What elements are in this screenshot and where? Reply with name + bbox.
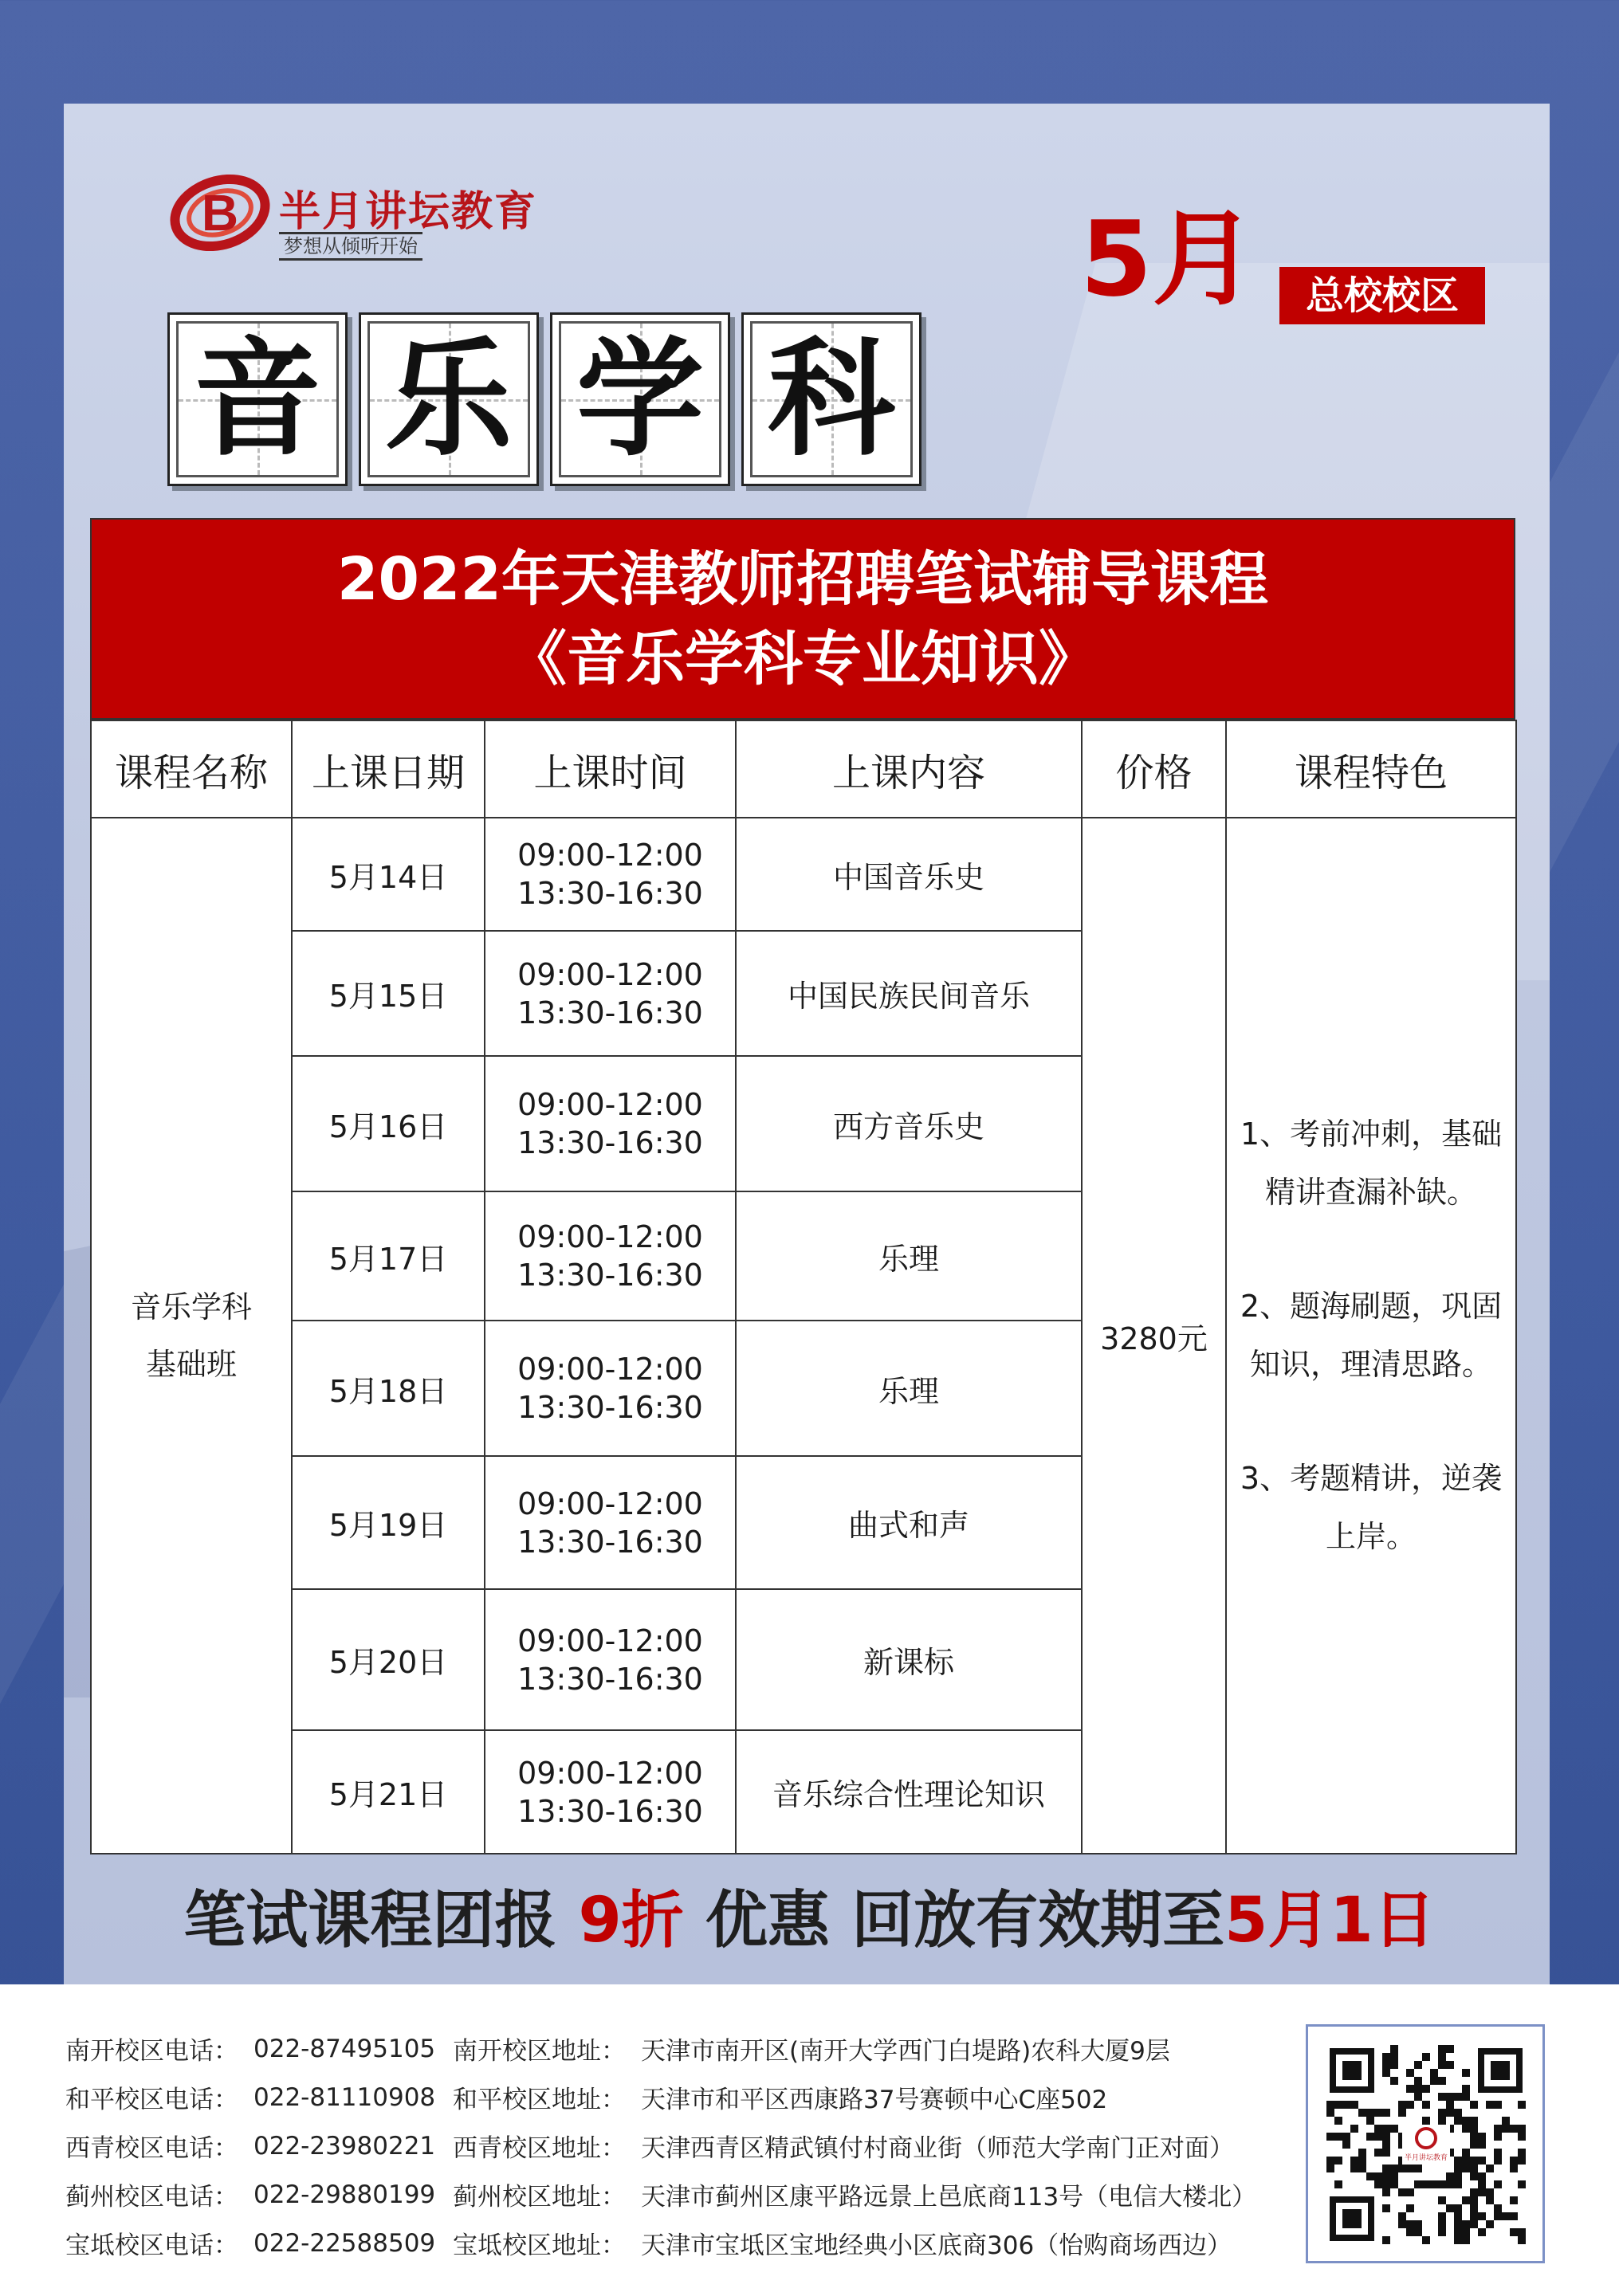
qr-module	[1350, 2101, 1358, 2109]
phone-number: 022-23980221	[253, 2131, 436, 2161]
qr-module	[1406, 2085, 1414, 2093]
qr-module	[1446, 2204, 1454, 2212]
qr-module	[1414, 2165, 1422, 2172]
qr-module	[1462, 2085, 1470, 2093]
qr-module	[1518, 2236, 1526, 2244]
morning-time: 09:00-12:00	[517, 956, 703, 992]
qr-module	[1478, 2133, 1486, 2141]
logo-letter: B	[201, 184, 239, 241]
phone-number: 022-29880199	[253, 2180, 436, 2209]
qr-module	[1382, 2061, 1390, 2069]
qr-module	[1510, 2196, 1518, 2204]
qr-module	[1502, 2212, 1510, 2220]
qr-module	[1478, 2228, 1486, 2236]
contact-row	[65, 2024, 1256, 2073]
qr-module	[1478, 2188, 1486, 2196]
date-cell: 5月19日	[292, 1456, 485, 1589]
qr-module	[1382, 2125, 1390, 2133]
qr-module	[1390, 2045, 1398, 2053]
qr-module	[1398, 2220, 1406, 2228]
qr-module	[1510, 2157, 1518, 2165]
qr-module	[1390, 2125, 1398, 2133]
features-cell	[1226, 818, 1516, 1854]
qr-module	[1366, 2172, 1374, 2180]
qr-module	[1350, 2165, 1358, 2172]
qr-module	[1326, 2133, 1334, 2141]
qr-module	[1438, 2220, 1446, 2228]
table-row	[91, 818, 1516, 931]
qr-module	[1390, 2077, 1398, 2085]
qr-module	[1438, 2212, 1446, 2220]
qr-module	[1502, 2117, 1510, 2125]
qr-module	[1462, 2069, 1470, 2077]
subject-char-box	[550, 312, 730, 486]
morning-time: 09:00-12:00	[517, 1755, 703, 1791]
time-cell	[485, 1589, 736, 1730]
header-price: 价格	[1082, 720, 1226, 818]
qr-module	[1446, 2045, 1454, 2053]
qr-module	[1462, 2125, 1470, 2133]
qr-module	[1494, 2101, 1502, 2109]
qr-module	[1446, 2180, 1454, 2188]
time-cell	[485, 1056, 736, 1191]
qr-module	[1398, 2101, 1406, 2109]
qr-module	[1382, 2236, 1390, 2244]
afternoon-time: 13:30-16:30	[517, 1258, 703, 1293]
qr-module	[1470, 2212, 1478, 2220]
qr-module	[1462, 2165, 1470, 2172]
qr-module	[1438, 2045, 1446, 2053]
time-cell	[485, 1191, 736, 1321]
brand-slogan: 梦想从倾听开始	[279, 232, 422, 261]
phone-label: 和平校区电话：	[65, 2086, 238, 2114]
qr-module	[1334, 2180, 1342, 2188]
qr-module	[1342, 2141, 1350, 2149]
qr-module	[1414, 2085, 1422, 2093]
qr-module	[1430, 2180, 1438, 2188]
subject-char: 音	[193, 324, 321, 473]
qr-module	[1374, 2180, 1382, 2188]
qr-module	[1342, 2133, 1350, 2141]
phone-label: 南开校区电话：	[65, 2037, 238, 2066]
feature-item: 2、题海刷题，巩固知识，理清思路。	[1240, 1289, 1503, 1382]
qr-module	[1438, 2109, 1446, 2117]
qr-module	[1334, 2157, 1342, 2165]
subject-char-box	[359, 312, 539, 486]
qr-module	[1382, 2180, 1390, 2188]
qr-module	[1494, 2157, 1502, 2165]
qr-module	[1326, 2109, 1334, 2117]
qr-module	[1342, 2101, 1350, 2109]
qr-module	[1422, 2180, 1430, 2188]
course-subtitle: 《音乐学科专业知识》	[508, 625, 1098, 693]
date-cell: 5月15日	[292, 931, 485, 1056]
afternoon-time: 13:30-16:30	[517, 1125, 703, 1160]
content-cell: 曲式和声	[736, 1456, 1082, 1589]
header-content: 上课内容	[736, 720, 1082, 818]
qr-module	[1462, 2196, 1470, 2204]
qr-module	[1438, 2077, 1446, 2085]
contact-row	[65, 2121, 1256, 2170]
qr-module	[1454, 2172, 1462, 2180]
contact-row	[65, 2170, 1256, 2219]
address-label: 和平校区地址：	[453, 2086, 626, 2114]
qr-module	[1446, 2093, 1454, 2101]
qr-module	[1414, 2093, 1422, 2101]
header-time: 上课时间	[485, 720, 736, 818]
address-text: 天津市宝坻区宝地经典小区底商306（怡购商场西边）	[641, 2231, 1232, 2260]
qr-module	[1454, 2212, 1462, 2220]
qr-module	[1486, 2101, 1494, 2109]
qr-module	[1422, 2101, 1430, 2109]
qr-module	[1374, 2109, 1382, 2117]
qr-module	[1470, 2165, 1478, 2172]
qr-module	[1406, 2069, 1414, 2077]
qr-center-label: 半月讲坛教育	[1404, 2154, 1448, 2162]
qr-module	[1454, 2228, 1462, 2236]
campus-badge: 总校校区	[1279, 267, 1485, 324]
contact-row	[65, 2073, 1256, 2121]
qr-module	[1486, 2165, 1494, 2172]
qr-module	[1374, 2172, 1382, 2180]
qr-module	[1470, 2101, 1478, 2109]
qr-module	[1446, 2101, 1454, 2109]
qr-module	[1462, 2157, 1470, 2165]
address-label: 蓟州校区地址：	[453, 2183, 626, 2212]
qr-module	[1398, 2188, 1406, 2196]
phone-number: 022-87495105	[253, 2034, 436, 2063]
qr-module	[1478, 2180, 1486, 2188]
time-cell	[485, 1321, 736, 1456]
qr-module	[1366, 2133, 1374, 2141]
time-cell	[485, 1456, 736, 1589]
qr-module	[1470, 2157, 1478, 2165]
qr-module	[1494, 2180, 1502, 2188]
qr-module	[1422, 2085, 1430, 2093]
subject-char-box	[741, 312, 921, 486]
qr-module	[1358, 2149, 1366, 2157]
qr-module	[1430, 2069, 1438, 2077]
qr-module	[1326, 2101, 1334, 2109]
qr-module	[1390, 2180, 1398, 2188]
phone-number: 022-22588509	[253, 2228, 436, 2258]
brand-name: 半月讲坛教育	[279, 188, 538, 236]
phone-label: 宝坻校区电话：	[65, 2231, 238, 2260]
qr-module	[1494, 2125, 1502, 2133]
qr-module	[1382, 2165, 1390, 2172]
header-course-name: 课程名称	[91, 720, 292, 818]
morning-time: 09:00-12:00	[517, 1219, 703, 1254]
qr-module	[1382, 2149, 1390, 2157]
contact-row	[65, 2219, 1256, 2267]
qr-module	[1422, 2236, 1430, 2244]
qr-module	[1390, 2061, 1398, 2069]
promo-text: 笔试课程团报	[183, 1885, 579, 1957]
afternoon-time: 13:30-16:30	[517, 1524, 703, 1560]
subject-title	[167, 312, 921, 488]
header-date: 上课日期	[292, 720, 485, 818]
qr-module	[1454, 2165, 1462, 2172]
qr-module	[1390, 2053, 1398, 2061]
qr-module	[1438, 2093, 1446, 2101]
content-cell: 乐理	[736, 1321, 1082, 1456]
qr-module	[1382, 2204, 1390, 2212]
qr-module	[1366, 2117, 1374, 2125]
address-text: 天津市南开区(南开大学西门白堤路)农科大厦9层	[641, 2037, 1170, 2066]
qr-module	[1470, 2125, 1478, 2133]
qr-module	[1414, 2061, 1422, 2069]
logo-swirl-icon	[167, 163, 271, 263]
qr-module	[1414, 2180, 1422, 2188]
qr-module	[1462, 2236, 1470, 2244]
qr-module	[1438, 2180, 1446, 2188]
qr-module	[1470, 2117, 1478, 2125]
qr-module	[1382, 2133, 1390, 2141]
qr-module	[1494, 2133, 1502, 2141]
qr-module	[1462, 2093, 1470, 2101]
qr-module	[1358, 2109, 1366, 2117]
qr-module	[1470, 2204, 1478, 2212]
qr-module	[1358, 2157, 1366, 2165]
qr-module	[1518, 2125, 1526, 2133]
qr-module	[1518, 2101, 1526, 2109]
feature-item: 3、考题精讲，逆袭上岸。	[1240, 1461, 1503, 1554]
qr-module	[1478, 2172, 1486, 2180]
qr-module	[1510, 2228, 1518, 2236]
qr-module	[1414, 2220, 1422, 2228]
month-label: 5月	[1080, 198, 1256, 320]
qr-module	[1494, 2212, 1502, 2220]
morning-time: 09:00-12:00	[517, 1486, 703, 1521]
phone-label: 蓟州校区电话：	[65, 2183, 238, 2212]
qr-module	[1494, 2149, 1502, 2157]
feature-item: 1、考前冲刺，基础精讲查漏补缺。	[1240, 1117, 1503, 1210]
qr-code-icon	[1326, 2045, 1526, 2244]
afternoon-time: 13:30-16:30	[517, 1661, 703, 1697]
qr-module	[1358, 2165, 1366, 2172]
address-text: 天津市和平区西康路37号赛顿中心C座502	[641, 2086, 1108, 2114]
subject-char: 科	[767, 324, 895, 473]
course-title: 2022年天津教师招聘笔试辅导课程	[337, 545, 1268, 614]
phone-label: 西青校区电话：	[65, 2134, 238, 2163]
promo-discount: 9折	[578, 1885, 684, 1957]
qr-module	[1470, 2172, 1478, 2180]
course-name-line: 基础班	[145, 1347, 237, 1382]
qr-module	[1406, 2204, 1414, 2212]
qr-module	[1518, 2228, 1526, 2236]
qr-module	[1406, 2188, 1414, 2196]
qr-module	[1446, 2109, 1454, 2117]
morning-time: 09:00-12:00	[517, 1087, 703, 1122]
qr-module	[1430, 2077, 1438, 2085]
qr-module	[1470, 2133, 1478, 2141]
contact-list	[65, 2024, 1256, 2267]
qr-module	[1438, 2053, 1446, 2061]
qr-module	[1462, 2220, 1470, 2228]
qr-module	[1510, 2212, 1518, 2220]
qr-module	[1454, 2220, 1462, 2228]
promo-deadline: 5月1日	[1224, 1885, 1436, 1957]
qr-module	[1374, 2133, 1382, 2141]
qr-module	[1382, 2141, 1390, 2149]
address-label: 西青校区地址：	[453, 2134, 626, 2163]
qr-module	[1406, 2165, 1414, 2172]
subject-char-box	[167, 312, 348, 486]
date-cell: 5月17日	[292, 1191, 485, 1321]
qr-module	[1414, 2228, 1422, 2236]
morning-time: 09:00-12:00	[517, 1352, 703, 1387]
time-cell	[485, 931, 736, 1056]
qr-module	[1334, 2101, 1342, 2109]
qr-module	[1326, 2165, 1334, 2172]
qr-module	[1462, 2117, 1470, 2125]
qr-module	[1382, 2109, 1390, 2117]
qr-module	[1390, 2165, 1398, 2172]
qr-module	[1398, 2109, 1406, 2117]
qr-module	[1382, 2172, 1390, 2180]
subject-char: 学	[576, 324, 704, 473]
qr-module	[1518, 2133, 1526, 2141]
qr-module	[1486, 2220, 1494, 2228]
qr-module	[1406, 2228, 1414, 2236]
date-cell: 5月21日	[292, 1730, 485, 1854]
content-cell: 新课标	[736, 1589, 1082, 1730]
qr-module	[1454, 2236, 1462, 2244]
qr-module	[1518, 2149, 1526, 2157]
qr-module	[1334, 2117, 1342, 2125]
qr-module	[1454, 2157, 1462, 2165]
course-title-banner	[90, 518, 1515, 720]
afternoon-time: 13:30-16:30	[517, 1390, 703, 1425]
qr-module	[1478, 2141, 1486, 2149]
qr-module	[1382, 2053, 1390, 2061]
phone-number: 022-81110908	[253, 2082, 436, 2112]
qr-module	[1454, 2204, 1462, 2212]
qr-module	[1462, 2149, 1470, 2157]
qr-module	[1438, 2196, 1446, 2204]
date-cell: 5月20日	[292, 1589, 485, 1730]
qr-module	[1470, 2141, 1478, 2149]
price-cell: 3280元	[1082, 818, 1226, 1854]
content-cell: 音乐综合性理论知识	[736, 1730, 1082, 1854]
morning-time: 09:00-12:00	[517, 1623, 703, 1658]
contact-footer	[0, 1984, 1619, 2296]
qr-module	[1382, 2188, 1390, 2196]
qr-module	[1470, 2188, 1478, 2196]
time-cell	[485, 1730, 736, 1854]
subject-char: 乐	[384, 324, 513, 473]
qr-module	[1374, 2149, 1382, 2157]
promo-text: 优惠 回放有效期至	[683, 1885, 1225, 1957]
course-name-line: 音乐学科	[130, 1289, 252, 1325]
qr-code-frame	[1306, 2024, 1545, 2263]
qr-module	[1486, 2196, 1494, 2204]
qr-module	[1406, 2101, 1414, 2109]
qr-module	[1350, 2125, 1358, 2133]
qr-module	[1454, 2180, 1462, 2188]
content-cell: 中国民族民间音乐	[736, 931, 1082, 1056]
qr-module	[1326, 2157, 1334, 2165]
qr-module	[1398, 2212, 1406, 2220]
qr-module	[1438, 2061, 1446, 2069]
header-features: 课程特色	[1226, 720, 1516, 818]
qr-module	[1478, 2212, 1486, 2220]
qr-module	[1510, 2125, 1518, 2133]
qr-module	[1366, 2109, 1374, 2117]
address-label: 宝坻校区地址：	[453, 2231, 626, 2260]
time-cell	[485, 818, 736, 931]
qr-module	[1502, 2125, 1510, 2133]
qr-module	[1438, 2228, 1446, 2236]
qr-module	[1422, 2053, 1430, 2061]
date-cell: 5月14日	[292, 818, 485, 931]
qr-module	[1422, 2117, 1430, 2125]
date-cell: 5月16日	[292, 1056, 485, 1191]
qr-module	[1494, 2204, 1502, 2212]
content-cell: 西方音乐史	[736, 1056, 1082, 1191]
qr-module	[1470, 2196, 1478, 2204]
address-label: 南开校区地址：	[453, 2037, 626, 2066]
qr-module	[1478, 2157, 1486, 2165]
course-name-cell	[91, 818, 292, 1854]
qr-module	[1454, 2093, 1462, 2101]
address-text: 天津西青区精武镇付村商业街（师范大学南门正对面）	[641, 2134, 1234, 2163]
qr-module	[1518, 2157, 1526, 2165]
schedule-table	[90, 720, 1517, 1854]
afternoon-time: 13:30-16:30	[517, 876, 703, 911]
qr-module	[1446, 2172, 1454, 2180]
qr-module	[1462, 2228, 1470, 2236]
qr-module	[1350, 2157, 1358, 2165]
date-cell: 5月18日	[292, 1321, 485, 1456]
qr-module	[1454, 2109, 1462, 2117]
qr-module	[1438, 2117, 1446, 2125]
morning-time: 09:00-12:00	[517, 838, 703, 873]
qr-module	[1406, 2220, 1414, 2228]
qr-module	[1398, 2165, 1406, 2172]
qr-module	[1446, 2061, 1454, 2069]
content-cell: 中国音乐史	[736, 818, 1082, 931]
content-cell: 乐理	[736, 1191, 1082, 1321]
qr-module	[1470, 2220, 1478, 2228]
qr-module	[1382, 2069, 1390, 2077]
qr-module	[1486, 2188, 1494, 2196]
qr-module	[1454, 2117, 1462, 2125]
afternoon-time: 13:30-16:30	[517, 995, 703, 1030]
address-text: 天津市蓟州区康平路远景上邑底商113号（电信大楼北）	[641, 2183, 1257, 2212]
qr-module	[1374, 2125, 1382, 2133]
qr-module	[1390, 2172, 1398, 2180]
brand-logo	[167, 163, 542, 263]
qr-module	[1414, 2077, 1422, 2085]
table-header-row	[91, 720, 1516, 818]
afternoon-time: 13:30-16:30	[517, 1793, 703, 1829]
promo-banner	[0, 1881, 1619, 1960]
qr-module	[1510, 2165, 1518, 2172]
qr-module	[1334, 2133, 1342, 2141]
qr-module	[1518, 2180, 1526, 2188]
